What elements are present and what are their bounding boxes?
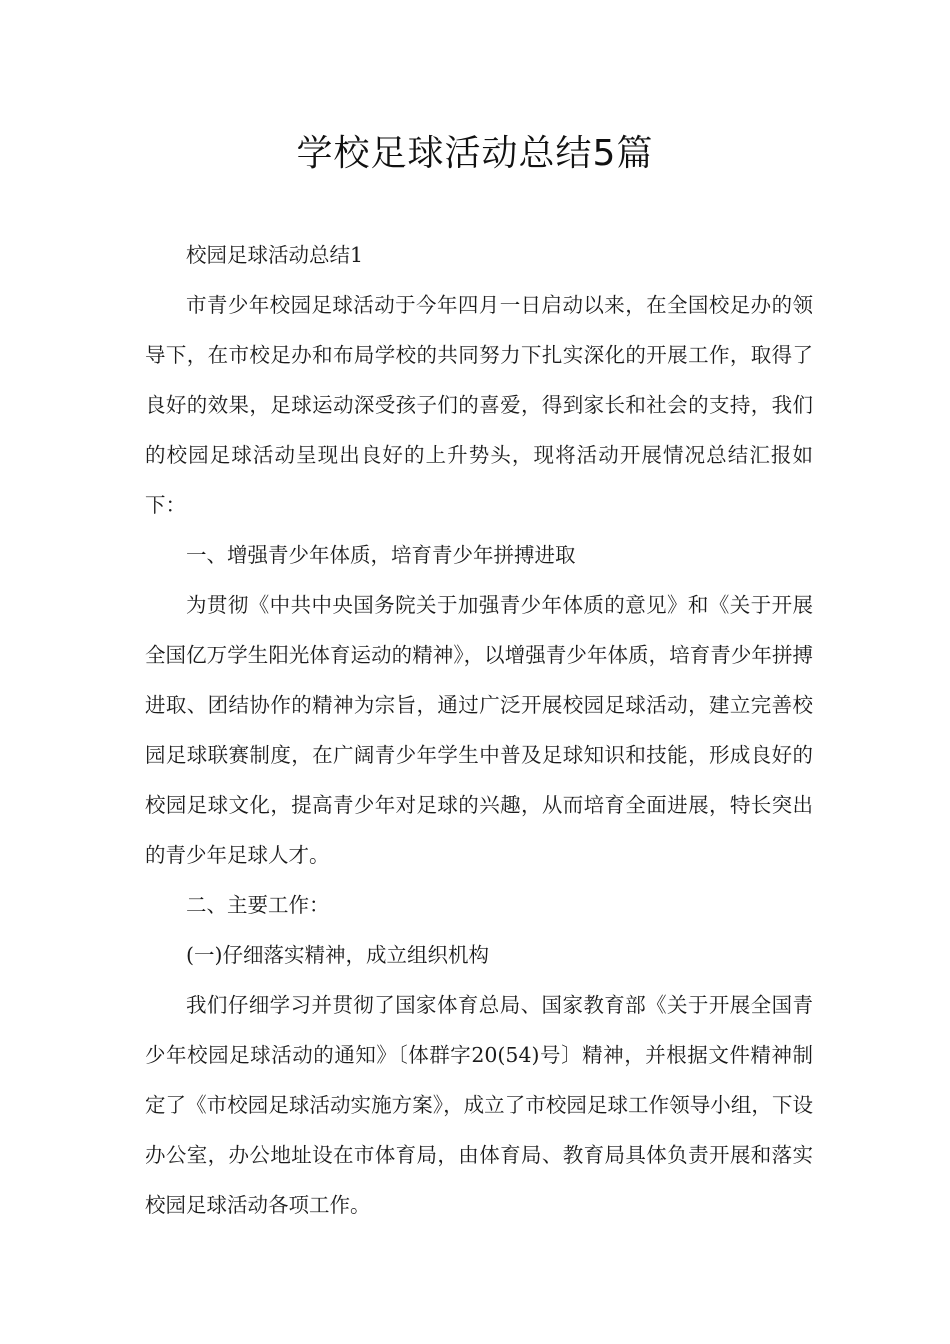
subsection-heading: (一)仔细落实精神，成立组织机构: [186, 943, 489, 967]
document-title: 学校足球活动总结5篇: [296, 133, 654, 174]
section-heading: 校园足球活动总结1: [186, 243, 364, 267]
body-paragraph: 市青少年校园足球活动于今年四月一日启动以来，在全国校足办的领导下，在市校足办和布局学校的共同努力下扎实深化的开展工作，取得了良好的效果，足球运动深受孩子们的喜爱，得到家长和社会的支持，我们的校园足球活动呈现出良好的上升势头，现将活动开展情况总结汇报如下：: [145, 293, 813, 517]
body-paragraph: 为贯彻《中共中央国务院关于加强青少年体质的意见》和《关于开展全国亿万学生阳光体育运动的精神》，以增强青少年体质，培育青少年拼搏进取、团结协作的精神为宗旨，通过广泛开展校园足球活动，建立完善校园足球联赛制度，在广阔青少年学生中普及足球知识和技能，形成良好的校园足球文化，提高青少年对足球的兴趣，从而培育全面进展，特长突出的青少年足球人才。: [145, 593, 813, 867]
section-heading: 一、增强青少年体质，培育青少年拼搏进取: [186, 543, 576, 567]
document-body: [145, 230, 813, 1230]
section-heading: 二、主要工作：: [186, 893, 330, 917]
body-paragraph: 我们仔细学习并贯彻了国家体育总局、国家教育部《关于开展全国青少年校园足球活动的通知》〔体群字20(54)号〕精神，并根据文件精神制定了《市校园足球活动实施方案》，成立了市校园足球工作领导小组，下设办公室，办公地址设在市体育局，由体育局、教育局具体负责开展和落实校园足球活动各项工作。: [145, 993, 813, 1217]
